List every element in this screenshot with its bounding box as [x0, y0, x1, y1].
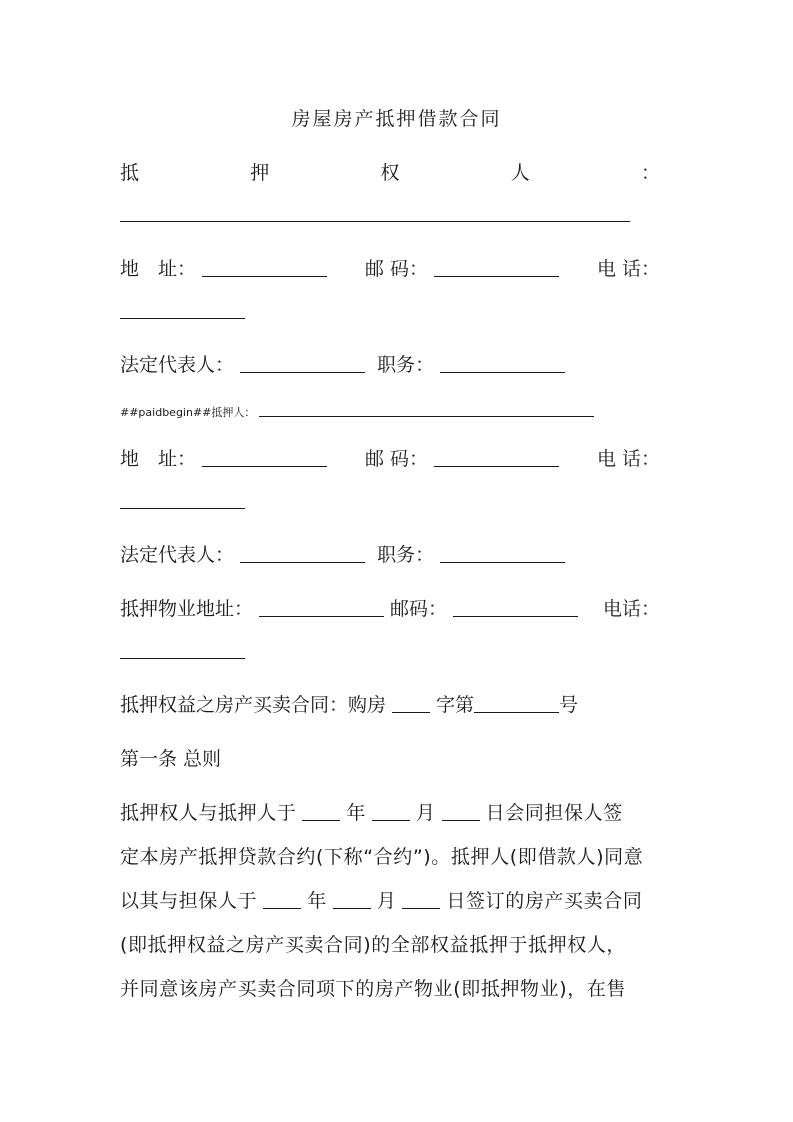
phone-label: 电话： — [602, 598, 660, 620]
contract-row — [120, 692, 660, 718]
mortgagee-label-char: 押 — [250, 162, 270, 184]
position-blank — [440, 352, 565, 373]
article-paragraph — [120, 797, 676, 1005]
property-address-blank — [259, 596, 384, 617]
address-blank — [202, 256, 327, 277]
postcode-label: 邮码： — [390, 598, 448, 620]
mortgagor-legal-row — [120, 542, 660, 568]
address-label: 地 址： — [120, 448, 197, 470]
legal-rep-label: 法定代表人： — [120, 354, 235, 376]
phone-label: 电 话： — [596, 448, 660, 470]
position-label: 职务： — [377, 354, 435, 376]
phone-label: 电 话： — [596, 258, 660, 280]
mortgagee-name-blank — [120, 221, 630, 222]
legal-rep-blank — [240, 542, 365, 563]
postcode-blank — [453, 596, 578, 617]
contract-label: 抵押权益之房产买卖合同：购房 — [120, 694, 387, 716]
phone-blank — [120, 508, 245, 509]
mortgagee-label-char: ： — [640, 162, 660, 184]
property-address-label: 抵押物业地址： — [120, 598, 254, 620]
paragraph-line: 定本房产抵押贷款合约(下称“合约”)。抵押人(即借款人)同意 — [120, 846, 644, 868]
contract-number-blank — [474, 692, 559, 713]
document-title: 房屋房产抵押借款合同 — [291, 108, 502, 130]
contract-hao-label: 号 — [559, 694, 579, 716]
postcode-blank — [434, 446, 559, 467]
postcode-blank — [434, 256, 559, 277]
property-address-row — [120, 596, 660, 622]
postcode-label: 邮 码： — [364, 258, 428, 280]
position-blank — [440, 542, 565, 563]
position-label: 职务： — [377, 544, 435, 566]
mortgagee-legal-row — [120, 352, 660, 378]
mortgagee-label-char: 人 — [510, 162, 530, 184]
phone-blank — [120, 318, 245, 319]
mortgagee-label-row — [120, 160, 660, 186]
legal-rep-blank — [240, 352, 365, 373]
postcode-label: 邮 码： — [364, 448, 428, 470]
mortgagee-label-char: 抵 — [120, 162, 140, 184]
contract-prefix-blank — [392, 692, 430, 713]
paragraph-line: 抵押权人与抵押人于 年 月 日会同担保人签 — [120, 802, 623, 824]
phone-blank — [120, 658, 245, 659]
paragraph-line: (即抵押权益之房产买卖合同)的全部权益抵押于抵押权人， — [120, 934, 627, 956]
legal-rep-label: 法定代表人： — [120, 544, 235, 566]
paragraph-line: 并同意该房产买卖合同项下的房产物业(即抵押物业)，在售 — [120, 978, 627, 1000]
address-blank — [202, 446, 327, 467]
address-label: 地 址： — [120, 258, 197, 280]
mortgagor-row — [120, 400, 660, 426]
article-heading: 第一条 总则 — [120, 748, 222, 770]
mortgagee-label-char: 权 — [380, 162, 400, 184]
mortgagor-blank — [259, 416, 594, 417]
contract-zi-label: 字第 — [436, 694, 475, 716]
mortgagee-address-row — [120, 256, 660, 282]
mortgagor-label: ##paidbegin##抵押人： — [120, 406, 256, 419]
mortgagor-address-row — [120, 446, 660, 472]
paragraph-line: 以其与担保人于 年 月 日签订的房产买卖合同 — [120, 890, 643, 912]
